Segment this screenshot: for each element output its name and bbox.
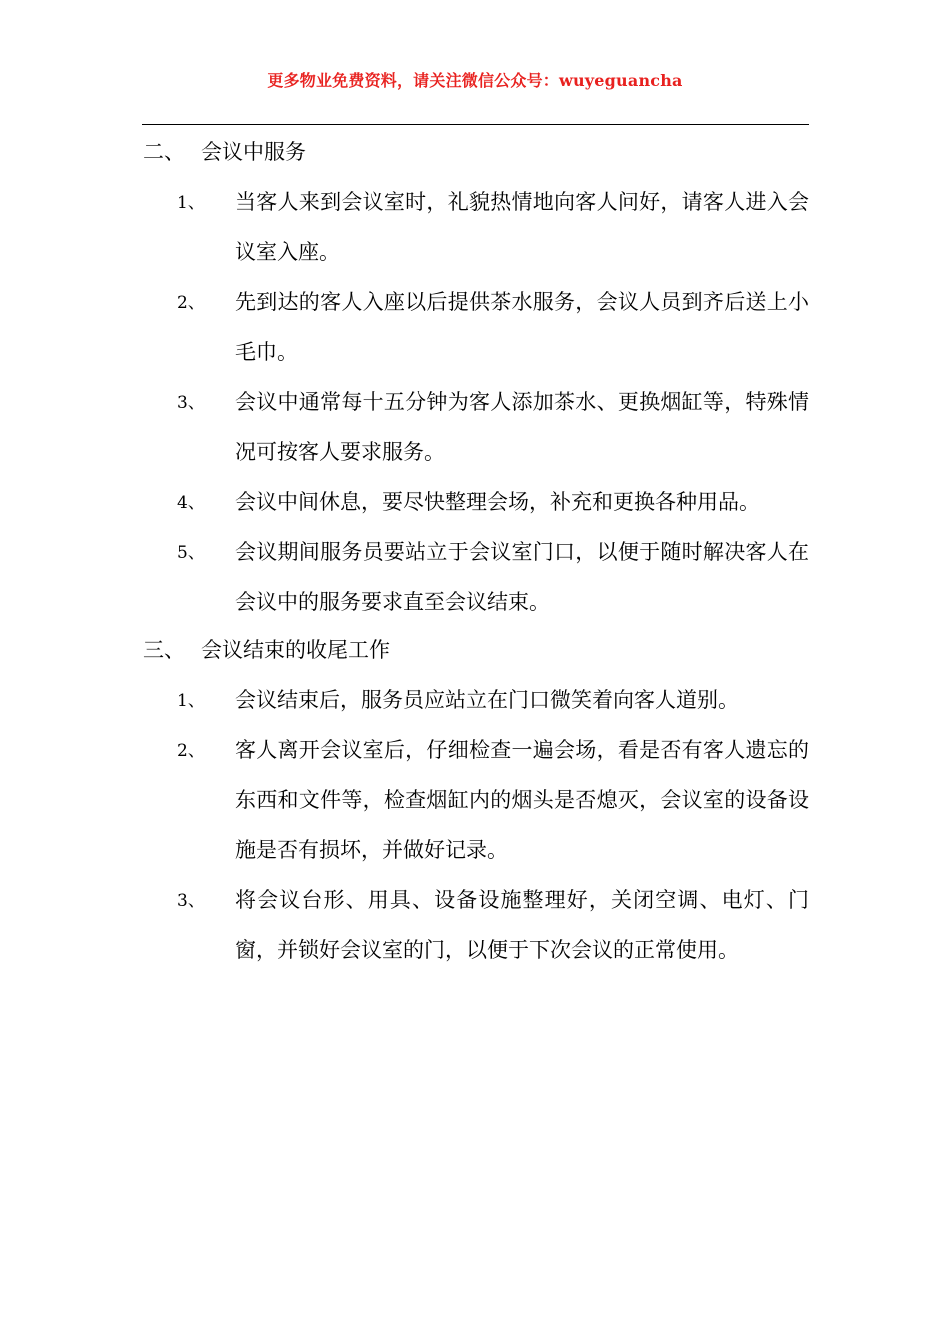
list-item [177, 738, 809, 875]
section-number: 三、 [143, 638, 185, 662]
list-item [177, 290, 809, 377]
section-number: 二、 [143, 140, 185, 164]
item-text: 会议中通常每十五分钟为客人添加茶水、更换烟缸等，特殊情况可按客人要求服务。 [235, 390, 809, 464]
item-number: 1、 [177, 193, 205, 213]
item-text: 会议中间休息，要尽快整理会场，补充和更换各种用品。 [235, 490, 760, 514]
list-item [177, 390, 809, 477]
item-number: 4、 [177, 493, 205, 513]
item-number: 2、 [177, 741, 205, 761]
list-item [177, 490, 809, 527]
header-promo-note: 更多物业免费资料，请关注微信公众号：wuyeguancha [267, 71, 683, 90]
item-text: 会议结束后，服务员应站立在门口微笑着向客人道别。 [235, 688, 739, 712]
item-text: 先到达的客人入座以后提供茶水服务，会议人员到齐后送上小毛巾。 [235, 290, 809, 364]
list-item [177, 190, 809, 277]
list-item [177, 688, 809, 725]
item-text: 当客人来到会议室时，礼貌热情地向客人问好，请客人进入会议室入座。 [235, 190, 809, 264]
section-title: 会议结束的收尾工作 [201, 638, 390, 662]
section-heading [143, 140, 306, 164]
item-number: 3、 [177, 393, 205, 413]
item-number: 2、 [177, 293, 205, 313]
item-number: 5、 [177, 543, 205, 563]
item-number: 3、 [177, 891, 205, 911]
item-text: 客人离开会议室后，仔细检查一遍会场，看是否有客人遗忘的东西和文件等，检查烟缸内的烟头是否熄灭，会议室的设备设施是否有损坏，并做好记录。 [235, 738, 809, 862]
section-title: 会议中服务 [201, 140, 306, 164]
item-text: 将会议台形、用具、设备设施整理好，关闭空调、电灯、门窗，并锁好会议室的门，以便于下次会议的正常使用。 [235, 888, 809, 962]
item-text: 会议期间服务员要站立于会议室门口，以便于随时解决客人在会议中的服务要求直至会议结束。 [235, 540, 809, 614]
list-item [177, 540, 809, 627]
section-heading [143, 638, 390, 662]
header-divider [142, 124, 809, 125]
list-item [177, 888, 809, 975]
item-number: 1、 [177, 691, 205, 711]
